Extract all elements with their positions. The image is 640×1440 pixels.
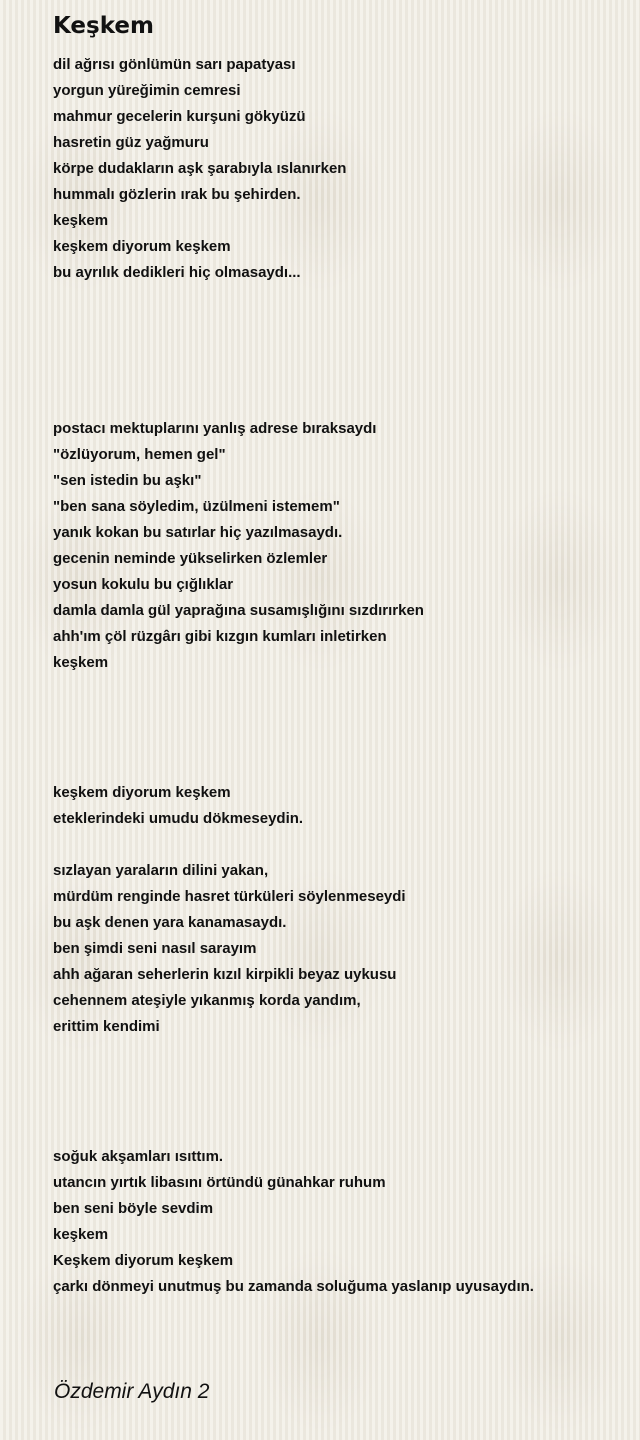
poem-line: Keşkem diyorum keşkem: [53, 1252, 234, 1269]
poem-line: "ben sana söyledim, üzülmeni istemem": [53, 498, 340, 515]
poem-line: dil ağrısı gönlümün sarı papatyası: [53, 56, 296, 73]
poem-line: ahh ağaran seherlerin kızıl kirpikli beyaz uykusu: [53, 966, 397, 983]
poem-blank-line: [53, 338, 613, 364]
poem-line: sızlayan yaraların dilini yakan,: [53, 862, 269, 879]
poem-line: hummalı gözlerin ırak bu şehirden.: [53, 186, 301, 203]
poem-blank-line: [53, 286, 613, 312]
poem-blank-line: [53, 676, 613, 702]
poem-line: körpe dudakların aşk şarabıyla ıslanırken: [53, 160, 347, 177]
poem-line: erittim kendimi: [53, 1018, 160, 1035]
poem-line: keşkem: [53, 1226, 109, 1243]
poem-blank-line: [53, 364, 613, 390]
poem-line: bu ayrılık dedikleri hiç olmasaydı...: [53, 264, 301, 281]
poem-blank-line: [53, 390, 613, 416]
poem-line: çarkı dönmeyi unutmuş bu zamanda soluğuma yaslanıp uyusaydın.: [53, 1278, 534, 1295]
poem-blank-line: [53, 1118, 613, 1144]
poem-line: bu aşk denen yara kanamasaydı.: [53, 914, 287, 931]
poem-line: postacı mektuplarını yanlış adrese bıraksaydı: [53, 420, 377, 437]
poem-line: eteklerindeki umudu dökmeseydin.: [53, 810, 304, 827]
poem-line: soğuk akşamları ısıttım.: [53, 1148, 224, 1165]
poem-blank-line: [53, 832, 613, 858]
poem-line: gecenin neminde yükselirken özlemler: [53, 550, 328, 567]
poem-line: ben şimdi seni nasıl sarayım: [53, 940, 257, 957]
poem-line: keşkem: [53, 212, 109, 229]
poem-title: Keşkem: [53, 13, 154, 39]
poem-line: yanık kokan bu satırlar hiç yazılmasaydı.: [53, 524, 343, 541]
poem-line: yorgun yüreğimin cemresi: [53, 82, 241, 99]
poem-blank-line: [53, 754, 613, 780]
poem-line: ben seni böyle sevdim: [53, 1200, 214, 1217]
poem-line: damla damla gül yaprağına susamışlığını sızdırırken: [53, 602, 424, 619]
poem-line: keşkem diyorum keşkem: [53, 784, 231, 801]
poem-line: hasretin güz yağmuru: [53, 134, 209, 151]
poem-line: mahmur gecelerin kurşuni gökyüzü: [53, 108, 306, 125]
poem-line: "sen istedin bu aşkı": [53, 472, 202, 489]
poem-line: keşkem diyorum keşkem: [53, 238, 231, 255]
poem-blank-line: [53, 1040, 613, 1066]
poem-line: mürdüm renginde hasret türküleri söylenmeseydi: [53, 888, 406, 905]
poem-line: "özlüyorum, hemen gel": [53, 446, 226, 463]
poem-author: Özdemir Aydın 2: [54, 1380, 210, 1403]
poem-line: keşkem: [53, 654, 109, 671]
poem-line: cehennem ateşiyle yıkanmış korda yandım,: [53, 992, 361, 1009]
poem-blank-line: [53, 312, 613, 338]
poem-blank-line: [53, 1092, 613, 1118]
poem-line: utancın yırtık libasını örtündü günahkar ruhum: [53, 1174, 386, 1191]
poem-line: ahh'ım çöl rüzgârı gibi kızgın kumları inletirken: [53, 628, 387, 645]
poem-body: [53, 52, 613, 1300]
poem-blank-line: [53, 1066, 613, 1092]
poem-blank-line: [53, 702, 613, 728]
poem-blank-line: [53, 728, 613, 754]
poem-line: yosun kokulu bu çığlıklar: [53, 576, 234, 593]
